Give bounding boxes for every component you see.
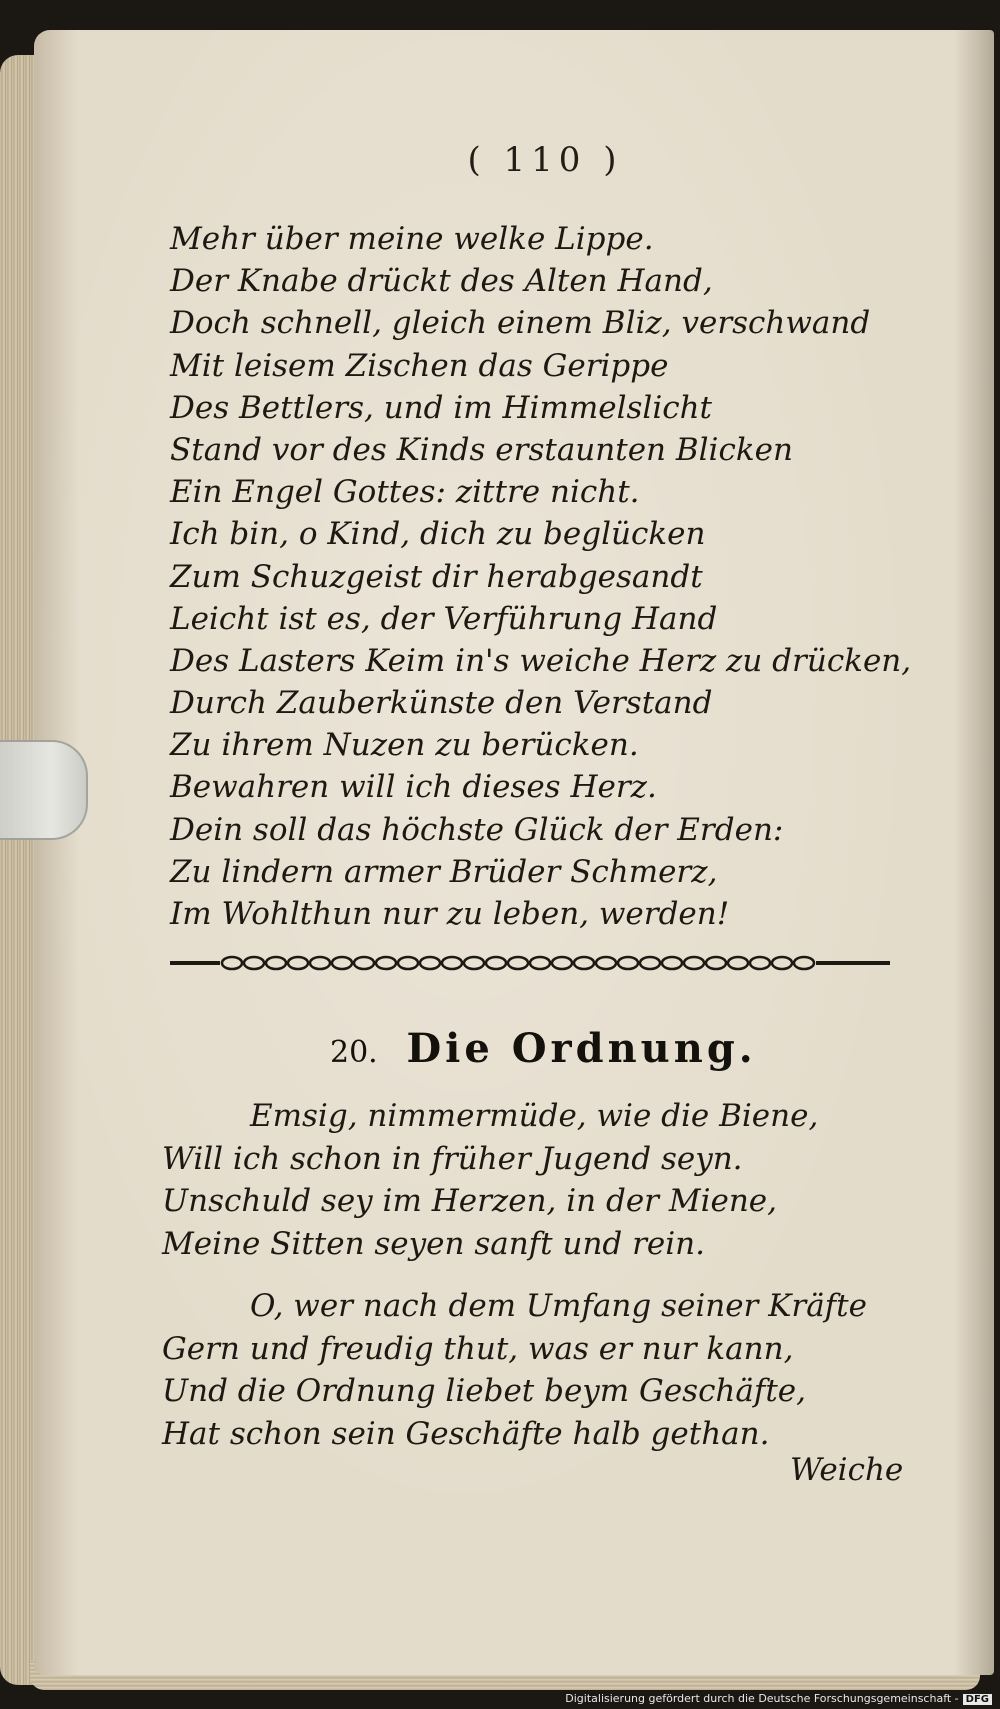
verse-line: Doch schnell, gleich einem Bliz, verschwand — [170, 305, 871, 342]
verse-line: O, wer nach dem Umfang seiner Kräfte — [250, 1288, 867, 1324]
verse-line: Will ich schon in früher Jugend seyn. — [162, 1140, 743, 1177]
verse-line: Durch Zauberkünste den Verstand — [170, 685, 713, 722]
verse-line: Stand vor des Kinds erstaunten Blicken — [170, 431, 793, 468]
verse-line: Gern und freudig thut, was er nur kann, — [162, 1330, 794, 1367]
stanza-2 — [162, 1285, 942, 1455]
verse-line: Der Knabe drückt des Alten Hand, — [170, 263, 713, 300]
verse-line: Ich bin, o Kind, dich zu beglücken — [170, 516, 706, 553]
verse-line: Hat schon sein Geschäfte halb gethan. — [162, 1415, 770, 1452]
verse-line: Emsig, nimmermüde, wie die Biene, — [250, 1098, 819, 1134]
verse-line: Des Lasters Keim in's weiche Herz zu drücken, — [170, 642, 912, 679]
catchword: Weiche — [790, 1452, 904, 1488]
verse-line: Leicht ist es, der Verführung Hand — [170, 600, 718, 637]
stanza-1 — [162, 1095, 942, 1265]
verse-line: Zu ihrem Nuzen zu berücken. — [170, 727, 639, 764]
credit-text: Digitalisierung gefördert durch die Deutsche Forschungsgemeinschaft - — [565, 1692, 959, 1705]
verse-line: Des Bettlers, und im Himmelslicht — [170, 389, 713, 426]
ornamental-divider — [170, 953, 890, 973]
verse-line: Mehr über meine welke Lippe. — [170, 221, 654, 257]
verse-line: Meine Sitten seyen sanft und rein. — [162, 1225, 705, 1262]
verse-line: Im Wohlthun nur zu leben, werden! — [170, 896, 730, 932]
page-number: ( 110 ) — [467, 140, 623, 180]
digitization-credit — [565, 1692, 992, 1705]
section-title: Die Ordnung. — [406, 1025, 757, 1072]
poem-continuation — [170, 218, 930, 935]
verse-line: Dein soll das höchste Glück der Erden: — [170, 811, 784, 848]
verse-line: Unschuld sey im Herzen, in der Miene, — [162, 1183, 778, 1219]
verse-line: Bewahren will ich dieses Herz. — [170, 769, 657, 806]
dfg-logo: DFG — [963, 1694, 992, 1705]
bookmark-tab — [0, 740, 88, 840]
verse-line: Zu lindern armer Brüder Schmerz, — [170, 853, 718, 890]
section-heading — [330, 1025, 757, 1072]
section-number: 20. — [330, 1035, 378, 1070]
verse-line: Zum Schuzgeist dir herabgesandt — [170, 558, 703, 595]
verse-line: Mit leisem Zischen das Gerippe — [170, 347, 669, 384]
verse-line: Ein Engel Gottes: zittre nicht. — [170, 474, 640, 511]
verse-line: Und die Ordnung liebet beym Geschäfte, — [162, 1373, 807, 1409]
